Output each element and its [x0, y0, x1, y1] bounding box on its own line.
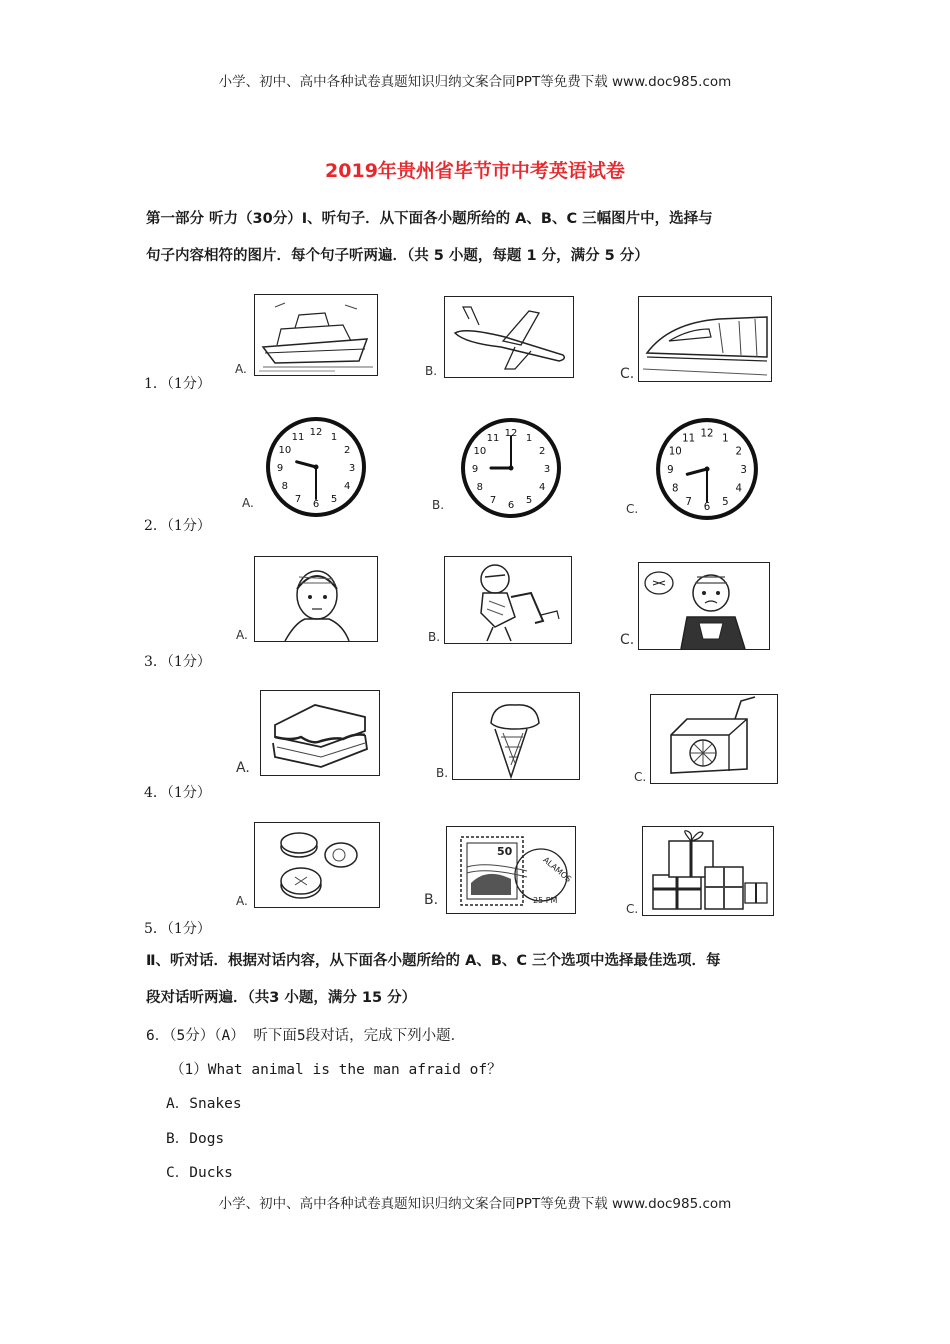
clock-number: 6 [312, 499, 320, 510]
clock-number: 12 [504, 428, 518, 439]
page-footer: 小学、初中、高中各种试卷真题知识归纳文案合同PPT等免费下载 www.doc985.com [218, 1196, 732, 1212]
clock-number: 11 [486, 432, 500, 444]
option-a-label: A. [236, 760, 250, 776]
part1-instructions [146, 201, 816, 275]
clock-number: 4 [538, 482, 546, 493]
sandwich-picture[interactable] [260, 690, 380, 776]
option-b-label: B. [424, 892, 439, 908]
clock-number: 10 [278, 445, 292, 456]
option-b-label: B. [428, 630, 441, 644]
option-c-text: C．Ducks [166, 1165, 233, 1181]
bullet-train-picture[interactable] [638, 296, 772, 382]
clock-number: 7 [294, 494, 302, 506]
clock-number: 4 [735, 483, 743, 495]
option-a-text: A．Snakes [166, 1096, 242, 1112]
option-b-text: B．Dogs [166, 1131, 225, 1147]
clock-number: 11 [291, 431, 305, 443]
part2-line1: Ⅱ、听对话．根据对话内容，从下面各小题所给的 A、B、C 三个选项中选择最佳选项．每 [146, 953, 721, 969]
clock-number: 1 [330, 431, 338, 443]
option-c-label: C. [626, 902, 639, 916]
option-b-label: B. [436, 766, 449, 780]
clock-number: 8 [281, 481, 289, 492]
question-6-heading: 6．（5分）（A） 听下面5段对话，完成下列小题． [146, 1028, 466, 1044]
stamp-picture[interactable] [446, 826, 576, 914]
juice-box-picture[interactable] [650, 694, 778, 784]
clock-number: 6 [703, 501, 711, 513]
stamp-value-text: 50 [497, 845, 513, 858]
clock-number: 3 [740, 465, 747, 477]
question-2-label: 2．（1分） [144, 518, 211, 534]
part2-instructions [146, 943, 816, 1017]
fever-picture[interactable] [638, 562, 770, 650]
clock-center [509, 466, 514, 471]
option-a-label: A. [235, 362, 247, 376]
clock-number: 10 [473, 446, 487, 457]
clock-number: 12 [309, 427, 323, 438]
clock-center [704, 466, 709, 471]
clock-number: 5 [330, 494, 338, 506]
postmark-text: ALAMOS [541, 855, 574, 884]
clock-number: 8 [476, 482, 484, 493]
clock-number: 11 [682, 433, 696, 445]
option-b-label: B. [432, 498, 445, 512]
clock-center [314, 465, 319, 470]
clock-picture-b[interactable] [459, 416, 563, 520]
question-4-label: 4．（1分） [144, 785, 211, 801]
clock-number: 2 [735, 446, 743, 458]
part1-line1: 第一部分 听力（30分）Ⅰ、听句子．从下面各小题所给的 A、B、C 三幅图片中，选择与 [146, 211, 713, 227]
clock-number: 2 [343, 445, 351, 456]
part1-line2: 句子内容相符的图片．每个句子听两遍．（共 5 小题，每题 1 分，满分 5 分） [146, 248, 649, 264]
clock-number: 2 [538, 446, 546, 457]
clock-number: 8 [671, 483, 679, 495]
option-a-label: A. [236, 894, 248, 908]
clock-number: 7 [489, 495, 497, 507]
page-header: 小学、初中、高中各种试卷真题知识归纳文案合同PPT等免费下载 www.doc985.com [218, 74, 732, 90]
ice-cream-picture[interactable] [452, 692, 580, 780]
clock-number: 1 [525, 432, 533, 444]
gifts-picture[interactable] [642, 826, 774, 916]
option-b-label: B. [425, 364, 438, 378]
clock-picture-a[interactable] [264, 415, 368, 519]
clock-number: 5 [525, 495, 533, 507]
clock-number: 1 [722, 433, 729, 445]
ship-picture[interactable] [254, 294, 378, 376]
clock-number: 10 [668, 446, 682, 458]
clock-number: 3 [543, 464, 551, 475]
clock-number: 6 [507, 500, 515, 511]
part2-line2: 段对话听两遍．（共3 小题，满分 15 分） [146, 990, 417, 1006]
postmark-date-text: 25 PM [533, 896, 558, 905]
option-c-label: C. [626, 502, 639, 516]
question-5-label: 5．（1分） [144, 921, 211, 937]
injured-head-picture[interactable] [254, 556, 378, 642]
airplane-picture[interactable] [444, 296, 574, 378]
question-1-label: 1．（1分） [144, 376, 211, 392]
clock-number: 9 [471, 464, 479, 475]
clock-number: 4 [343, 481, 351, 492]
option-a-label: A. [242, 496, 254, 510]
clock-picture-c[interactable] [654, 416, 760, 522]
clock-number: 7 [685, 496, 692, 508]
clock-number: 9 [276, 463, 284, 474]
clock-number: 12 [700, 428, 714, 440]
question-3-label: 3．（1分） [144, 654, 211, 670]
question-6-sub-1: （1）What animal is the man afraid of？ [170, 1062, 502, 1078]
option-a-label: A. [236, 628, 248, 642]
clock-number: 9 [667, 465, 674, 477]
broken-leg-picture[interactable] [444, 556, 572, 644]
coins-picture[interactable] [254, 822, 380, 908]
option-c-label: C. [620, 366, 635, 382]
exam-title: 2019年贵州省毕节市中考英语试卷 [325, 160, 625, 182]
clock-number: 3 [348, 463, 356, 474]
option-c-label: C. [634, 770, 647, 784]
clock-number: 5 [722, 496, 729, 508]
option-c-label: C. [620, 632, 635, 648]
